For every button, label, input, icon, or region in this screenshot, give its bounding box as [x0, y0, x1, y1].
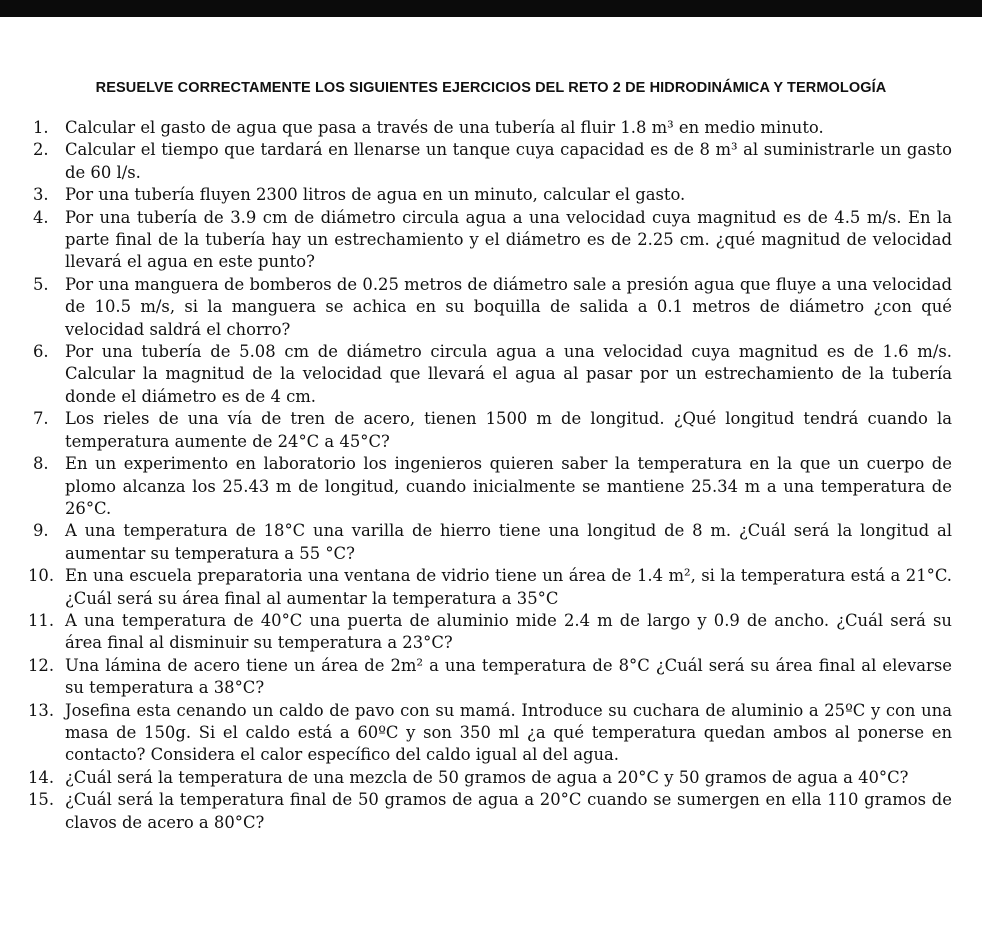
exercise-text: Los rieles de una vía de tren de acero, tienen 1500 m de longitud. ¿Qué longitud tendrá cuando la temperatura aumente de 24°C a 45°C?	[65, 409, 952, 451]
exercise-number: 11.	[28, 610, 55, 630]
exercise-item	[0, 655, 982, 700]
exercise-number: 12.	[28, 655, 55, 675]
exercise-number: 2.	[33, 140, 49, 160]
exercise-item	[0, 767, 982, 789]
exercise-item	[0, 610, 982, 655]
exercise-number: 3.	[33, 185, 49, 205]
exercise-item	[0, 184, 982, 206]
exercise-number: 8.	[33, 454, 49, 474]
exercise-item	[0, 207, 982, 274]
exercise-number: 13.	[28, 700, 55, 720]
exercise-text: Por una manguera de bomberos de 0.25 metros de diámetro sale a presión agua que fluye a una velocidad de 10.5 m/s, si la manguera se achica en su boquilla de salida a 0.1 metros de diámetro ¿con qué velocidad saldrá el chorro?	[65, 274, 952, 339]
exercise-item	[0, 139, 982, 184]
exercise-text: Por una tubería de 5.08 cm de diámetro circula agua a una velocidad cuya magnitud es de 1.6 m/s. Calcular la magnitud de la velocidad que llevará el agua al pasar por un estrechamiento de la tubería donde el diámetro es de 4 cm.	[65, 342, 952, 406]
exercise-text: A una temperatura de 40°C una puerta de aluminio mide 2.4 m de largo y 0.9 de ancho. ¿Cuál será su área final al disminuir su temperatura a 23°C?	[65, 610, 952, 653]
exercise-item	[0, 565, 982, 610]
exercise-text: ¿Cuál será la temperatura de una mezcla de 50 gramos de agua a 20°C y 50 gramos de agua a 40°C?	[65, 767, 909, 787]
top-dark-band	[0, 0, 982, 17]
exercise-text: A una temperatura de 18°C una varilla de hierro tiene una longitud de 8 m. ¿Cuál será la longitud al aumentar su temperatura a 55 °C?	[65, 521, 952, 563]
exercise-number: 14.	[28, 767, 55, 787]
exercise-item	[0, 453, 982, 520]
exercise-text: Calcular el gasto de agua que pasa a través de una tubería al fluir 1.8 m³ en medio minuto.	[65, 118, 824, 137]
exercise-text: Por una tubería de 3.9 cm de diámetro circula agua a una velocidad cuya magnitud es de 4.5 m/s. En la parte final de la tubería hay un estrechamiento y el diámetro es de 2.25 cm. ¿qué magnitud de velocidad llevará el agua en este punto?	[65, 207, 952, 272]
exercise-text: Calcular el tiempo que tardará en llenarse un tanque cuya capacidad es de 8 m³ al suministrarle un gasto de 60 l/s.	[65, 140, 952, 182]
exercise-number: 7.	[33, 409, 49, 429]
exercise-number: 9.	[33, 521, 49, 541]
exercise-number: 10.	[28, 566, 55, 586]
exercise-item	[0, 700, 982, 767]
exercise-item	[0, 789, 982, 834]
exercise-text: ¿Cuál será la temperatura final de 50 gramos de agua a 20°C cuando se sumergen en ella 110 gramos de clavos de acero a 80°C?	[65, 790, 952, 832]
exercise-text: Una lámina de acero tiene un área de 2m² a una temperatura de 8°C ¿Cuál será su área final al elevarse su temperatura a 38°C?	[65, 655, 952, 698]
exercise-number: 5.	[33, 274, 49, 294]
exercise-item	[0, 117, 982, 139]
exercise-text: En una escuela preparatoria una ventana de vidrio tiene un área de 1.4 m², si la temperatura está a 21°C. ¿Cuál será su área final al aumentar la temperatura a 35°C	[65, 566, 952, 608]
exercise-item	[0, 341, 982, 408]
exercise-number: 15.	[28, 790, 55, 810]
exercise-item	[0, 520, 982, 565]
exercise-list	[0, 117, 982, 834]
exercise-number: 6.	[33, 342, 49, 362]
document-page	[0, 17, 982, 930]
exercise-text: Josefina esta cenando un caldo de pavo con su mamá. Introduce su cuchara de aluminio a 25ºC y con una masa de 150g. Si el caldo está a 60ºC y son 350 ml ¿a qué temperatura quedan ambos al ponerse en contacto? Considera el calor específico del caldo igual al del agua.	[65, 700, 952, 765]
document-title: RESUELVE CORRECTAMENTE LOS SIGUIENTES EJERCICIOS DEL RETO 2 DE HIDRODINÁMICA Y TERMOLOGÍA	[95, 80, 887, 96]
exercise-number: 1.	[33, 118, 49, 137]
exercise-text: Por una tubería fluyen 2300 litros de agua en un minuto, calcular el gasto.	[65, 185, 686, 205]
exercise-number: 4.	[33, 207, 49, 227]
exercise-item	[0, 274, 982, 341]
exercise-item	[0, 408, 982, 453]
exercise-text: En un experimento en laboratorio los ingenieros quieren saber la temperatura en la que un cuerpo de plomo alcanza los 25.43 m de longitud, cuando inicialmente se mantiene 25.34 m a una temperatura de 26°C.	[65, 454, 952, 518]
